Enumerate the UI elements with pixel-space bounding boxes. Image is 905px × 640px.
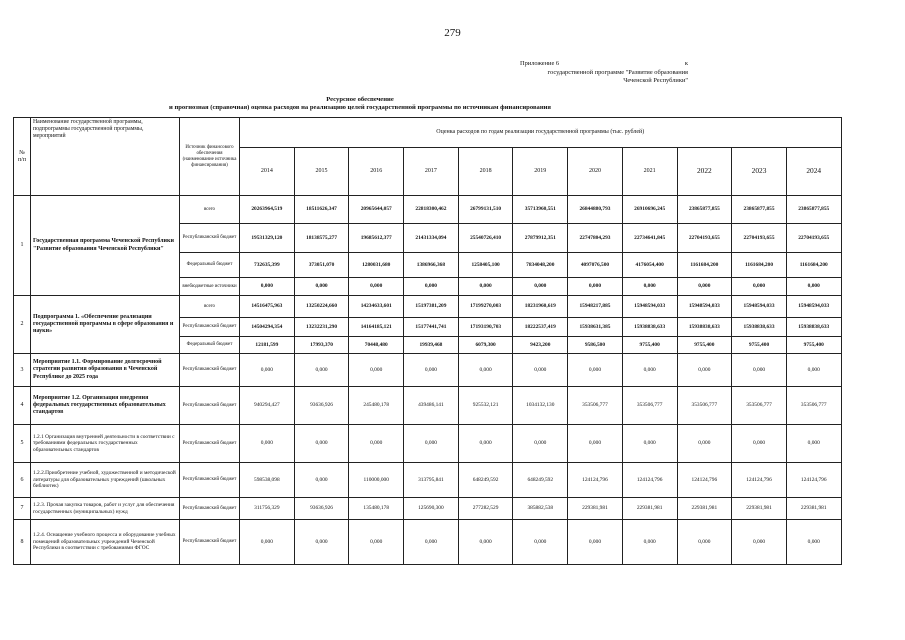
amount-cell: 0,000 <box>240 354 295 387</box>
funding-source: Республиканский бюджет <box>180 520 240 565</box>
header-row-top <box>14 118 842 148</box>
amount-cell: 1161684,200 <box>732 253 787 278</box>
amount-cell: 648249,592 <box>513 463 568 498</box>
amount-cell: 0,000 <box>786 354 841 387</box>
amount-cell: 0,000 <box>404 520 459 565</box>
amount-cell: 20263964,519 <box>240 196 295 224</box>
resource-table <box>13 117 842 565</box>
amount-cell: 15948594,033 <box>677 296 732 318</box>
amount-cell: 22818300,462 <box>404 196 459 224</box>
amount-cell: 353506,777 <box>786 387 841 425</box>
amount-cell: 22734641,845 <box>622 224 677 253</box>
amount-cell: 9755,400 <box>622 337 677 354</box>
amount-cell: 353506,777 <box>568 387 623 425</box>
amount-cell: 19939,468 <box>404 337 459 354</box>
amount-cell: 229381,981 <box>732 498 787 520</box>
amount-cell: 0,000 <box>568 520 623 565</box>
amount-cell: 1280031,680 <box>349 253 404 278</box>
amount-cell: 25540726,410 <box>458 224 513 253</box>
document-title <box>100 96 620 113</box>
amount-cell: 15938838,633 <box>786 318 841 337</box>
header-year: 2024 <box>786 148 841 196</box>
table-row <box>14 196 842 224</box>
amount-cell: 0,000 <box>677 278 732 296</box>
amount-cell: 0,000 <box>568 278 623 296</box>
amount-cell: 23865877,855 <box>786 196 841 224</box>
amount-cell: 135480,178 <box>349 498 404 520</box>
amount-cell: 0,000 <box>568 354 623 387</box>
amount-cell: 9755,400 <box>677 337 732 354</box>
amount-cell: 15948594,033 <box>786 296 841 318</box>
funding-source: всего <box>180 196 240 224</box>
appendix-line-2: государственной программе "Развитие образования <box>547 68 688 76</box>
amount-cell: 385882,538 <box>513 498 568 520</box>
amount-cell: 0,000 <box>240 278 295 296</box>
amount-cell: 0,000 <box>732 354 787 387</box>
amount-cell: 229381,981 <box>677 498 732 520</box>
table-row <box>14 425 842 463</box>
amount-cell: 4097076,500 <box>568 253 623 278</box>
amount-cell: 14164185,121 <box>349 318 404 337</box>
header-year: 2016 <box>349 148 404 196</box>
program-name: 1.2.1 Организация внутренней деятельности в соответствии с требованиями федеральных государственных образовательных стандартов <box>31 425 180 463</box>
amount-cell: 124124,796 <box>622 463 677 498</box>
row-index: 8 <box>14 520 31 565</box>
amount-cell: 18231960,619 <box>513 296 568 318</box>
page-number: 279 <box>444 27 461 39</box>
header-year: 2021 <box>622 148 677 196</box>
amount-cell: 0,000 <box>622 278 677 296</box>
amount-cell: 15938838,633 <box>732 318 787 337</box>
amount-cell: 0,000 <box>349 425 404 463</box>
row-index: 2 <box>14 296 31 354</box>
amount-cell: 313795,841 <box>404 463 459 498</box>
amount-cell: 0,000 <box>458 425 513 463</box>
header-estimate: Оценка расходов по годам реализации государственной программы (тыс. рублей) <box>240 118 842 148</box>
amount-cell: 0,000 <box>677 520 732 565</box>
amount-cell: 0,000 <box>677 425 732 463</box>
amount-cell: 229381,981 <box>786 498 841 520</box>
amount-cell: 15948594,033 <box>622 296 677 318</box>
amount-cell: 15948594,033 <box>732 296 787 318</box>
amount-cell: 15938838,633 <box>677 318 732 337</box>
table-body <box>14 196 842 565</box>
amount-cell: 732635,399 <box>240 253 295 278</box>
amount-cell: 0,000 <box>458 278 513 296</box>
amount-cell: 0,000 <box>786 425 841 463</box>
amount-cell: 12181,599 <box>240 337 295 354</box>
amount-cell: 0,000 <box>732 425 787 463</box>
header-year: 2020 <box>568 148 623 196</box>
appendix-line-3: Чеченской Республики" <box>623 77 688 85</box>
amount-cell: 0,000 <box>458 354 513 387</box>
amount-cell: 26844880,793 <box>568 196 623 224</box>
amount-cell: 1386966,368 <box>404 253 459 278</box>
header-name: Наименование государственной программы, подпрограммы государственной программы, мероприятий <box>31 118 180 196</box>
amount-cell: 1161684,200 <box>677 253 732 278</box>
funding-source: Республиканский бюджет <box>180 463 240 498</box>
amount-cell: 598538,098 <box>240 463 295 498</box>
amount-cell: 0,000 <box>513 520 568 565</box>
amount-cell: 110000,000 <box>349 463 404 498</box>
funding-source: Республиканский бюджет <box>180 498 240 520</box>
program-name: 1.2.2.Приобретение учебной, художественной и методической литературы для образовательных учреждений (школьных библиотек) <box>31 463 180 498</box>
amount-cell: 9755,400 <box>786 337 841 354</box>
amount-cell: 439486,141 <box>404 387 459 425</box>
row-index: 5 <box>14 425 31 463</box>
amount-cell: 70448,480 <box>349 337 404 354</box>
amount-cell: 245480,178 <box>349 387 404 425</box>
amount-cell: 18138575,277 <box>294 224 349 253</box>
table-header <box>14 118 842 196</box>
amount-cell: 925532,121 <box>458 387 513 425</box>
table-row <box>14 463 842 498</box>
amount-cell: 15938631,385 <box>568 318 623 337</box>
table-row <box>14 296 842 318</box>
amount-cell: 23865877,855 <box>732 196 787 224</box>
amount-cell: 17993,370 <box>294 337 349 354</box>
amount-cell: 20965644,057 <box>349 196 404 224</box>
table-row <box>14 354 842 387</box>
funding-source: Федеральный бюджет <box>180 337 240 354</box>
funding-source: внебюджетные источники <box>180 278 240 296</box>
amount-cell: 353506,777 <box>677 387 732 425</box>
header-year: 2022 <box>677 148 732 196</box>
header-year: 2019 <box>513 148 568 196</box>
amount-cell: 0,000 <box>786 520 841 565</box>
amount-cell: 18511626,347 <box>294 196 349 224</box>
amount-cell: 35713960,551 <box>513 196 568 224</box>
amount-cell: 0,000 <box>732 278 787 296</box>
amount-cell: 0,000 <box>513 425 568 463</box>
program-name: Мероприятие 1.1. Формирование долгосрочной стратегии развития образования в Чеченской Республике до 2025 года <box>31 354 180 387</box>
amount-cell: 27879912,351 <box>513 224 568 253</box>
amount-cell: 17199270,003 <box>458 296 513 318</box>
header-year: 2023 <box>732 148 787 196</box>
amount-cell: 277282,529 <box>458 498 513 520</box>
program-name: Мероприятие 1.2. Организация внедрения федеральных государственных образовательных стандартов <box>31 387 180 425</box>
amount-cell: 15948217,885 <box>568 296 623 318</box>
row-index: 3 <box>14 354 31 387</box>
amount-cell: 0,000 <box>294 278 349 296</box>
amount-cell: 0,000 <box>404 278 459 296</box>
amount-cell: 0,000 <box>294 425 349 463</box>
amount-cell: 0,000 <box>513 278 568 296</box>
amount-cell: 26910696,245 <box>622 196 677 224</box>
amount-cell: 23865877,855 <box>677 196 732 224</box>
table-row <box>14 387 842 425</box>
program-name: Государственная программа Чеченской Республики "Развитие образования Чеченской Республики" <box>31 196 180 296</box>
amount-cell: 0,000 <box>622 520 677 565</box>
amount-cell: 21431334,094 <box>404 224 459 253</box>
amount-cell: 7834048,200 <box>513 253 568 278</box>
amount-cell: 22704193,655 <box>732 224 787 253</box>
amount-cell: 373051,070 <box>294 253 349 278</box>
header-year: 2018 <box>458 148 513 196</box>
amount-cell: 93636,926 <box>294 387 349 425</box>
amount-cell: 22704193,655 <box>677 224 732 253</box>
amount-cell: 0,000 <box>294 463 349 498</box>
amount-cell: 17193190,703 <box>458 318 513 337</box>
table-row <box>14 498 842 520</box>
amount-cell: 22747804,293 <box>568 224 623 253</box>
amount-cell: 1258405,100 <box>458 253 513 278</box>
amount-cell: 9586,500 <box>568 337 623 354</box>
amount-cell: 0,000 <box>404 425 459 463</box>
funding-source: всего <box>180 296 240 318</box>
funding-source: Республиканский бюджет <box>180 354 240 387</box>
amount-cell: 0,000 <box>622 425 677 463</box>
title-line-1: Ресурсное обеспечение <box>326 96 394 103</box>
header-year: 2014 <box>240 148 295 196</box>
amount-cell: 6079,300 <box>458 337 513 354</box>
amount-cell: 1161684,200 <box>786 253 841 278</box>
amount-cell: 14234633,601 <box>349 296 404 318</box>
amount-cell: 0,000 <box>240 425 295 463</box>
amount-cell: 0,000 <box>568 425 623 463</box>
program-name: 1.2.3. Прочая закупка товаров, работ и услуг для обеспечения государственных (муниципальных) нужд <box>31 498 180 520</box>
row-index: 6 <box>14 463 31 498</box>
amount-cell: 124124,796 <box>568 463 623 498</box>
amount-cell: 0,000 <box>622 354 677 387</box>
amount-cell: 0,000 <box>732 520 787 565</box>
appendix-label: Приложение 6 <box>520 60 560 67</box>
funding-source: Республиканский бюджет <box>180 387 240 425</box>
header-year: 2015 <box>294 148 349 196</box>
amount-cell: 0,000 <box>349 278 404 296</box>
amount-cell: 15177441,741 <box>404 318 459 337</box>
amount-cell: 13232231,290 <box>294 318 349 337</box>
amount-cell: 940294,427 <box>240 387 295 425</box>
amount-cell: 648249,592 <box>458 463 513 498</box>
amount-cell: 19685612,377 <box>349 224 404 253</box>
amount-cell: 0,000 <box>404 354 459 387</box>
amount-cell: 19531329,120 <box>240 224 295 253</box>
amount-cell: 93636,926 <box>294 498 349 520</box>
amount-cell: 0,000 <box>458 520 513 565</box>
amount-cell: 1034132,130 <box>513 387 568 425</box>
amount-cell: 0,000 <box>677 354 732 387</box>
amount-cell: 0,000 <box>513 354 568 387</box>
amount-cell: 9755,400 <box>732 337 787 354</box>
amount-cell: 311756,329 <box>240 498 295 520</box>
amount-cell: 229381,981 <box>568 498 623 520</box>
appendix-to: к <box>684 60 688 67</box>
amount-cell: 14516475,963 <box>240 296 295 318</box>
amount-cell: 15938838,633 <box>622 318 677 337</box>
amount-cell: 4176054,400 <box>622 253 677 278</box>
table-row <box>14 520 842 565</box>
appendix-line-1 <box>520 60 688 69</box>
amount-cell: 124124,796 <box>786 463 841 498</box>
row-index: 7 <box>14 498 31 520</box>
amount-cell: 124124,796 <box>732 463 787 498</box>
appendix-note <box>520 60 688 86</box>
amount-cell: 353506,777 <box>622 387 677 425</box>
amount-cell: 125690,300 <box>404 498 459 520</box>
header-source: Источник финансового обеспечения (наименование источника финансирования) <box>180 118 240 196</box>
funding-source: Республиканский бюджет <box>180 318 240 337</box>
amount-cell: 13250224,660 <box>294 296 349 318</box>
amount-cell: 26799131,510 <box>458 196 513 224</box>
funding-source: Федеральный бюджет <box>180 253 240 278</box>
row-index: 4 <box>14 387 31 425</box>
amount-cell: 14504294,354 <box>240 318 295 337</box>
amount-cell: 0,000 <box>294 520 349 565</box>
amount-cell: 0,000 <box>786 278 841 296</box>
amount-cell: 0,000 <box>349 354 404 387</box>
amount-cell: 0,000 <box>349 520 404 565</box>
program-name: 1.2.4. Оснащение учебного процесса и оборудование учебных помещений образовательных учреждений Чеченской Республики в соответствии с требованиями ФГОС <box>31 520 180 565</box>
amount-cell: 15197381,209 <box>404 296 459 318</box>
funding-source: Республиканский бюджет <box>180 224 240 253</box>
amount-cell: 353506,777 <box>732 387 787 425</box>
row-index: 1 <box>14 196 31 296</box>
funding-source: Республиканский бюджет <box>180 425 240 463</box>
header-year: 2017 <box>404 148 459 196</box>
resource-table-wrapper <box>13 117 841 565</box>
title-line-2: и прогнозная (справочная) оценка расходов на реализацию целей государственной программы по источникам финансирования <box>169 104 551 112</box>
amount-cell: 18222537,419 <box>513 318 568 337</box>
amount-cell: 0,000 <box>240 520 295 565</box>
amount-cell: 0,000 <box>294 354 349 387</box>
program-name: Подпрограмма 1. «Обеспечение реализации государственной программы в сфере образования и науки» <box>31 296 180 354</box>
amount-cell: 9423,200 <box>513 337 568 354</box>
amount-cell: 229381,981 <box>622 498 677 520</box>
header-index: № п/п <box>14 118 31 196</box>
amount-cell: 124124,796 <box>677 463 732 498</box>
amount-cell: 22704193,655 <box>786 224 841 253</box>
